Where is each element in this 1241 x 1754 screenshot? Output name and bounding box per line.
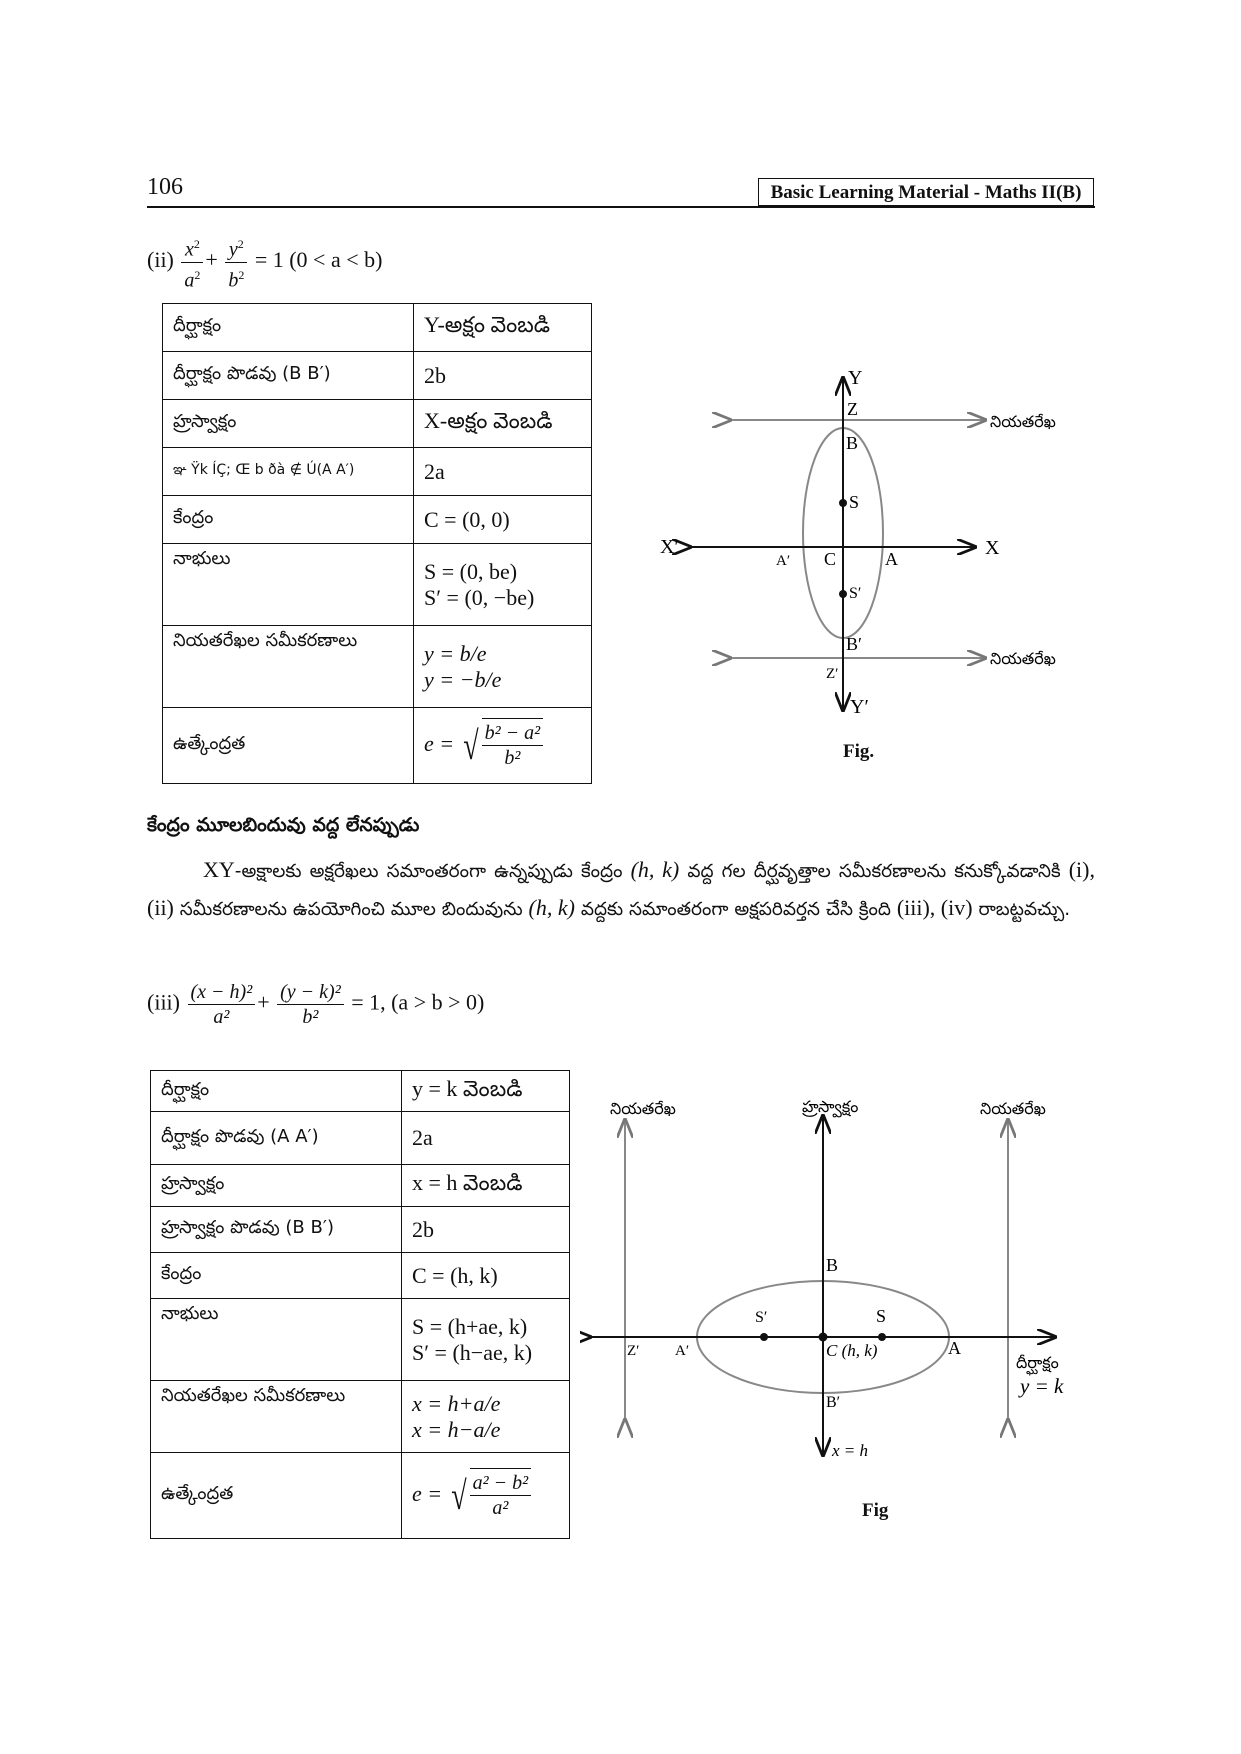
radicand-denominator: b²	[504, 746, 521, 769]
table-row	[151, 1071, 570, 1112]
intro-paragraph: XY-అక్షాలకు అక్షరేఖలు సమాంతరంగా ఉన్నప్పుడు కేంద్రం (h, k) వద్ద గల దీర్ఘవృత్తాల సమీకరణాలను కనుక్కోవడానికి (i), (ii) సమీకరణాలను ఉపయోగించి మూల బిందువును (h, k) వద్దకు సమాంతరంగా అక్షపరివర్తన చేసి క్రింది (iii), (iv) రాబట్టవచ్చు.	[147, 857, 1095, 920]
label-b: B	[846, 433, 859, 453]
label-a: A	[885, 549, 898, 569]
row-value: x = h వెంబడి	[402, 1165, 570, 1207]
label-center: C (h, k)	[826, 1341, 878, 1360]
label-b: B	[826, 1255, 839, 1275]
ellipse-ii-properties-table	[162, 303, 592, 784]
table-row	[163, 708, 592, 784]
fraction-y2-b2: $\frac{y^2}{b^2}$	[225, 232, 247, 292]
label-a-prime: A′	[776, 553, 791, 569]
label-y-prime: Y′	[850, 696, 869, 718]
eq-ii-num1: x	[184, 238, 194, 261]
sqrt-expression: √ $\frac{\text{b² − a²}}{\text{b²}}$	[460, 718, 543, 774]
label-x: X	[985, 537, 1000, 559]
row-value: Y-అక్షం వెంబడి	[414, 304, 592, 352]
ellipse-shifted-figure	[580, 1090, 1080, 1480]
label-directrix-right: నియతరేఖ	[980, 1099, 1046, 1118]
label-minor-axis: హ్రస్వాక్షం	[802, 1097, 859, 1116]
row-label: నాభులు	[151, 1299, 402, 1381]
table-row	[163, 352, 592, 400]
label-a-prime: A′	[675, 1343, 690, 1359]
page-number: 106	[147, 174, 183, 200]
label-b-prime: B′	[846, 634, 862, 654]
row-label: హ్రస్వాక్షం పొడవు (B B′)	[151, 1207, 402, 1253]
eq-ii-den2: b	[228, 269, 239, 292]
table-row	[163, 304, 592, 352]
eq-ii-num2: y	[228, 238, 238, 261]
directrix-1: y = b/e	[424, 640, 487, 666]
equation-iii: (iii) $\frac{\text{(x − h)²}}{\text{a²}}$ + $\frac{\text{(y − k)²}}{\text{b²}}$ = 1, (a > b > 0)	[147, 981, 485, 1028]
fraction-yk-b2	[277, 980, 344, 1029]
label-z-prime: Z′	[826, 666, 839, 682]
row-label: కేంద్రం	[163, 496, 414, 544]
row-label: ఞ Ÿk ÍÇ; Œ b ðà ∉ Ú(A A′)	[163, 448, 414, 496]
eccentricity-prefix: e =	[412, 1480, 443, 1506]
label-s: S	[849, 492, 860, 512]
eq-iii-den1: a²	[213, 1006, 230, 1028]
equation-iii-label: (iii)	[147, 989, 180, 1015]
label-x-prime: X′	[660, 536, 679, 558]
fraction-x2-a2: $\frac{x^2}{a^2}$	[181, 232, 203, 292]
label-a: A	[948, 1338, 961, 1358]
row-label: హ్రస్వాక్షం	[151, 1165, 402, 1207]
row-value	[402, 1299, 570, 1381]
row-value: 2b	[414, 352, 592, 400]
section-heading: కేంద్రం మూలబిందువు వద్ద లేనప్పుడు	[147, 814, 420, 836]
focus-s-prime: S′ = (0, −be)	[424, 584, 535, 610]
eq-iii-den2: b²	[302, 1006, 319, 1028]
label-c: C	[824, 549, 837, 569]
equation-ii: (ii) $\frac{x^2}{a^2}$ + $\frac{y^2}{b^2}$ = 1 (0 < a < b)	[147, 232, 382, 292]
row-label: దీర్ఘాక్షం	[163, 304, 414, 352]
row-value: y = k వెంబడి	[402, 1071, 570, 1112]
row-label: నాభులు	[163, 544, 414, 626]
focus-s-prime-point	[760, 1333, 768, 1341]
row-value	[414, 626, 592, 708]
figure-iii-caption: Fig	[862, 1500, 889, 1521]
row-label: కేంద్రం	[151, 1253, 402, 1299]
table-row	[163, 544, 592, 626]
table-row	[163, 626, 592, 708]
running-header: Basic Learning Material - Maths II(B)	[758, 178, 1094, 206]
row-label: దీర్ఘాక్షం పొడవు (A A′)	[151, 1112, 402, 1165]
directrix-2: y = −b/e	[424, 666, 502, 692]
label-s-prime: S′	[849, 585, 862, 602]
row-label: ఉత్కేంద్రత	[163, 708, 414, 784]
row-label: ఉత్కేంద్రత	[151, 1453, 402, 1539]
figure-ii-caption: Fig.	[843, 741, 875, 762]
table-row	[151, 1207, 570, 1253]
label-z-prime: Z′	[627, 1343, 640, 1359]
ellipse-vertical-figure	[650, 360, 1090, 780]
ellipse-iii-properties-table	[150, 1070, 570, 1539]
eq-iii-num1: (x − h)²	[188, 980, 256, 1005]
focus-s: S = (h+ae, k)	[412, 1313, 528, 1339]
header-rule	[147, 206, 1095, 208]
equation-iii-rhs: = 1, (a > b > 0)	[351, 989, 485, 1015]
label-y: Y	[848, 367, 863, 389]
row-value: C = (0, 0)	[414, 496, 592, 544]
row-value	[402, 1453, 570, 1539]
radicand-numerator: a² − b²	[470, 1471, 532, 1496]
table-row	[151, 1253, 570, 1299]
label-major-axis: దీర్ఘాక్షం	[1016, 1353, 1059, 1372]
directrix-1: x = h+a/e	[412, 1390, 501, 1416]
label-s: S	[876, 1306, 887, 1326]
row-label: హ్రస్వాక్షం	[163, 400, 414, 448]
focus-s-prime: S′ = (h−ae, k)	[412, 1339, 533, 1365]
row-label: దీర్ఘాక్షం పొడవు (B B′)	[163, 352, 414, 400]
eccentricity-prefix: e =	[424, 730, 455, 756]
table-row	[151, 1299, 570, 1381]
table-row	[163, 448, 592, 496]
row-value	[402, 1381, 570, 1453]
equation-ii-label: (ii)	[147, 247, 174, 273]
row-value: 2b	[402, 1207, 570, 1253]
label-s-prime: S′	[755, 1309, 768, 1326]
fraction-xh-a2	[188, 980, 256, 1029]
label-major-axis-eq: y = k	[1020, 1374, 1064, 1398]
focus-s-point	[839, 499, 847, 507]
label-directrix-top: నియతరేఖ	[990, 412, 1056, 431]
table-row	[163, 400, 592, 448]
eq-ii-den1: a	[184, 269, 195, 292]
focus-s: S = (0, be)	[424, 558, 518, 584]
label-directrix-bottom: నియతరేఖ	[990, 649, 1056, 668]
focus-s-prime-point	[839, 590, 847, 598]
table-row	[151, 1165, 570, 1207]
table-row	[151, 1381, 570, 1453]
row-value: C = (h, k)	[402, 1253, 570, 1299]
row-label: నియతరేఖల సమీకరణాలు	[151, 1381, 402, 1453]
label-z: Z	[847, 399, 858, 419]
table-row	[151, 1453, 570, 1539]
row-value: 2a	[402, 1112, 570, 1165]
row-value: 2a	[414, 448, 592, 496]
row-label: దీర్ఘాక్షం	[151, 1071, 402, 1112]
table-row	[163, 496, 592, 544]
table-row	[151, 1112, 570, 1165]
radicand-numerator: b² − a²	[482, 721, 544, 746]
row-value: X-అక్షం వెంబడి	[414, 400, 592, 448]
label-directrix-left: నియతరేఖ	[610, 1099, 676, 1118]
label-minor-axis-eq: x = h	[832, 1441, 869, 1460]
row-value	[414, 708, 592, 784]
eq-iii-num2: (y − k)²	[277, 980, 344, 1005]
label-b-prime: B′	[826, 1394, 841, 1411]
row-label: నియతరేఖల సమీకరణాలు	[163, 626, 414, 708]
focus-s-point	[878, 1333, 886, 1341]
sqrt-expression: √ $\frac{\text{a² − b²}}{\text{a²}}$	[448, 1468, 531, 1524]
radicand-denominator: a²	[492, 1496, 509, 1519]
row-value	[414, 544, 592, 626]
directrix-2: x = h−a/e	[412, 1416, 501, 1442]
equation-ii-rhs: = 1 (0 < a < b)	[254, 247, 383, 273]
